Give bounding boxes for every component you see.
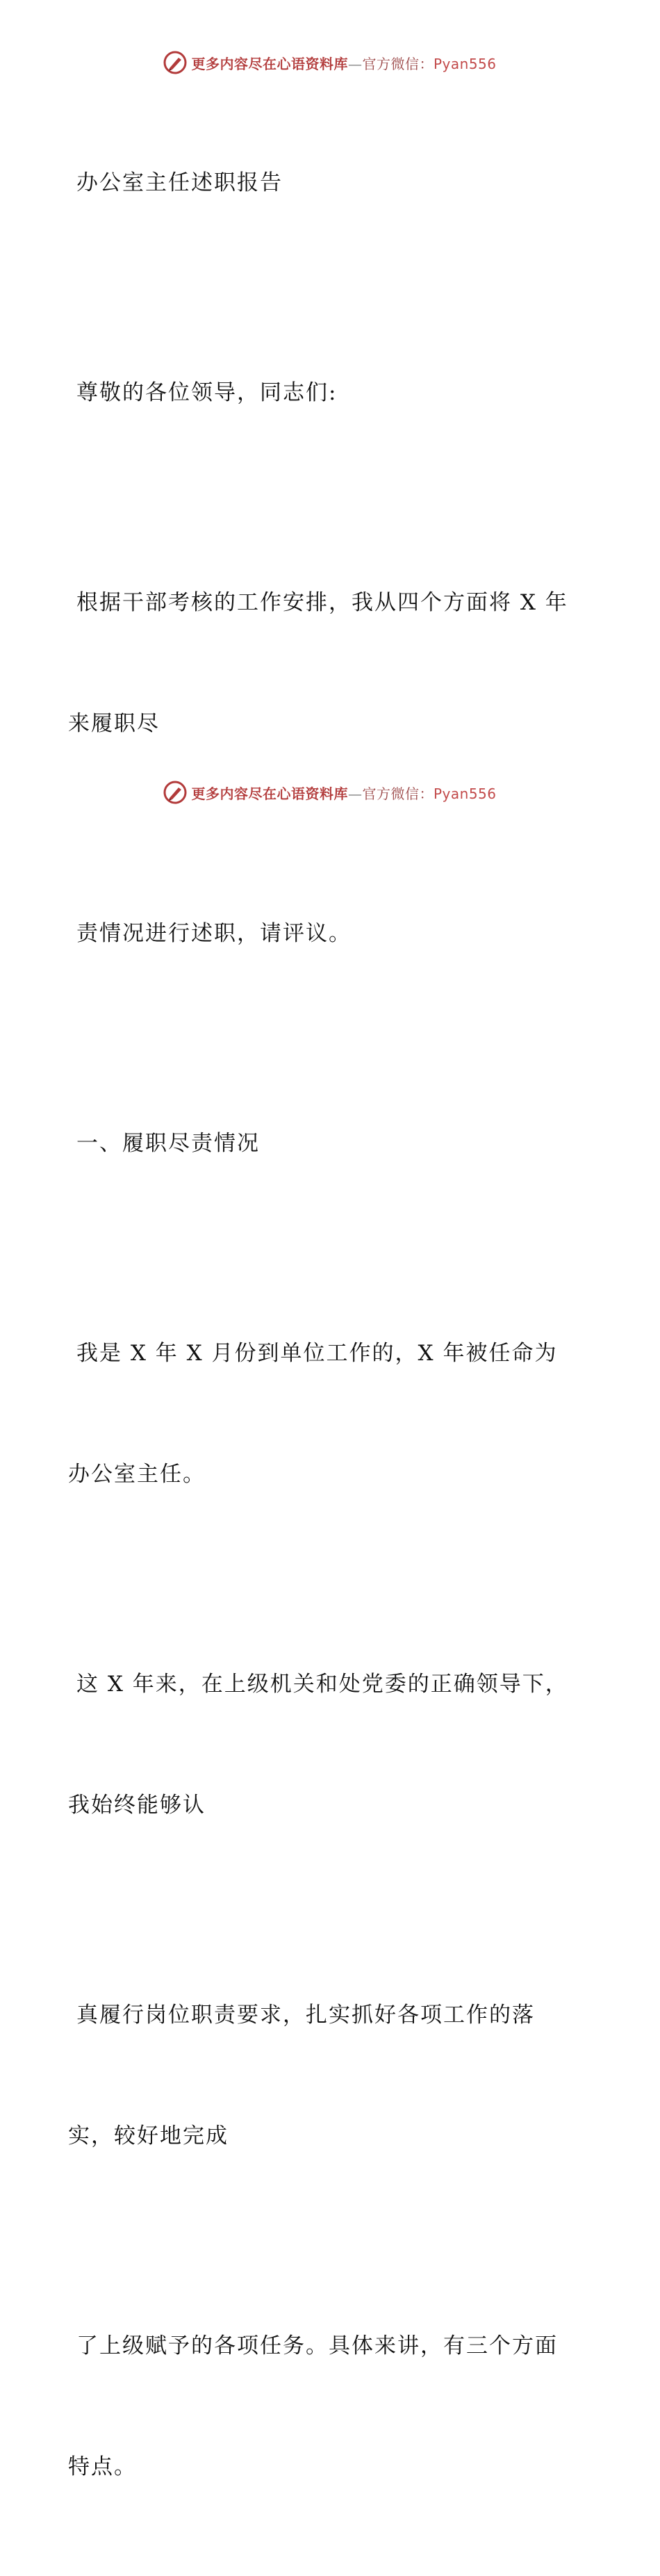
doc-line: 尊敬的各位领导，同志们: <box>76 380 338 405</box>
doc-paragraph <box>68 1253 596 1575</box>
doc-line: 特点。 <box>68 2454 137 2479</box>
doc-line: 实，较好地完成 <box>68 2123 229 2149</box>
doc-salutation <box>68 292 596 494</box>
doc-paragraph <box>68 2245 596 2568</box>
doc-line: 这 X 年来，在上级机关和处党委的正确领导下， <box>76 1672 568 1697</box>
doc-line: 我始终能够认 <box>68 1793 206 1818</box>
watermark-separator: — <box>347 55 363 72</box>
doc-paragraph <box>68 833 596 1034</box>
watermark-brand: 更多内容尽在心语资料库 <box>191 785 348 802</box>
watermark-wechat-id: Pyan556 <box>433 55 497 72</box>
doc-paragraph <box>68 1914 596 2237</box>
doc-line: 责情况进行述职，请评议。 <box>76 921 352 946</box>
doc-line: 了上级赋予的各项任务。具体来讲，有三个方面 <box>76 2333 558 2358</box>
doc-line: 我是 X 年 X 月份到单位工作的，X 年被任命为 <box>76 1341 558 1366</box>
doc-title <box>68 82 596 284</box>
watermark-text <box>191 783 496 803</box>
watermark-contact-label: 官方微信： <box>362 55 434 72</box>
watermark-text <box>191 53 496 73</box>
watermark-wechat-id: Pyan556 <box>433 785 497 802</box>
header-watermark <box>0 49 660 76</box>
doc-line: 来履职尽 <box>68 711 160 736</box>
pen-logo-icon <box>163 781 187 804</box>
doc-section-heading <box>68 1043 596 1244</box>
doc-line: 办公室主任述职报告 <box>76 170 283 195</box>
watermark-contact-label: 官方微信： <box>362 785 434 802</box>
doc-paragraph <box>68 1583 596 1906</box>
watermark-separator: — <box>347 785 363 802</box>
doc-line: 一、履职尽责情况 <box>76 1131 260 1156</box>
doc-paragraph <box>68 502 596 824</box>
watermark-brand: 更多内容尽在心语资料库 <box>191 55 348 72</box>
pen-logo-icon <box>163 51 187 74</box>
doc-line: 真履行岗位职责要求，扎实抓好各项工作的落 <box>76 2003 535 2028</box>
doc-line: 办公室主任。 <box>68 1462 206 1487</box>
doc-line: 根据干部考核的工作安排，我从四个方面将 X 年 <box>76 590 568 615</box>
footer-watermark <box>0 778 660 806</box>
document-body <box>68 82 596 2576</box>
